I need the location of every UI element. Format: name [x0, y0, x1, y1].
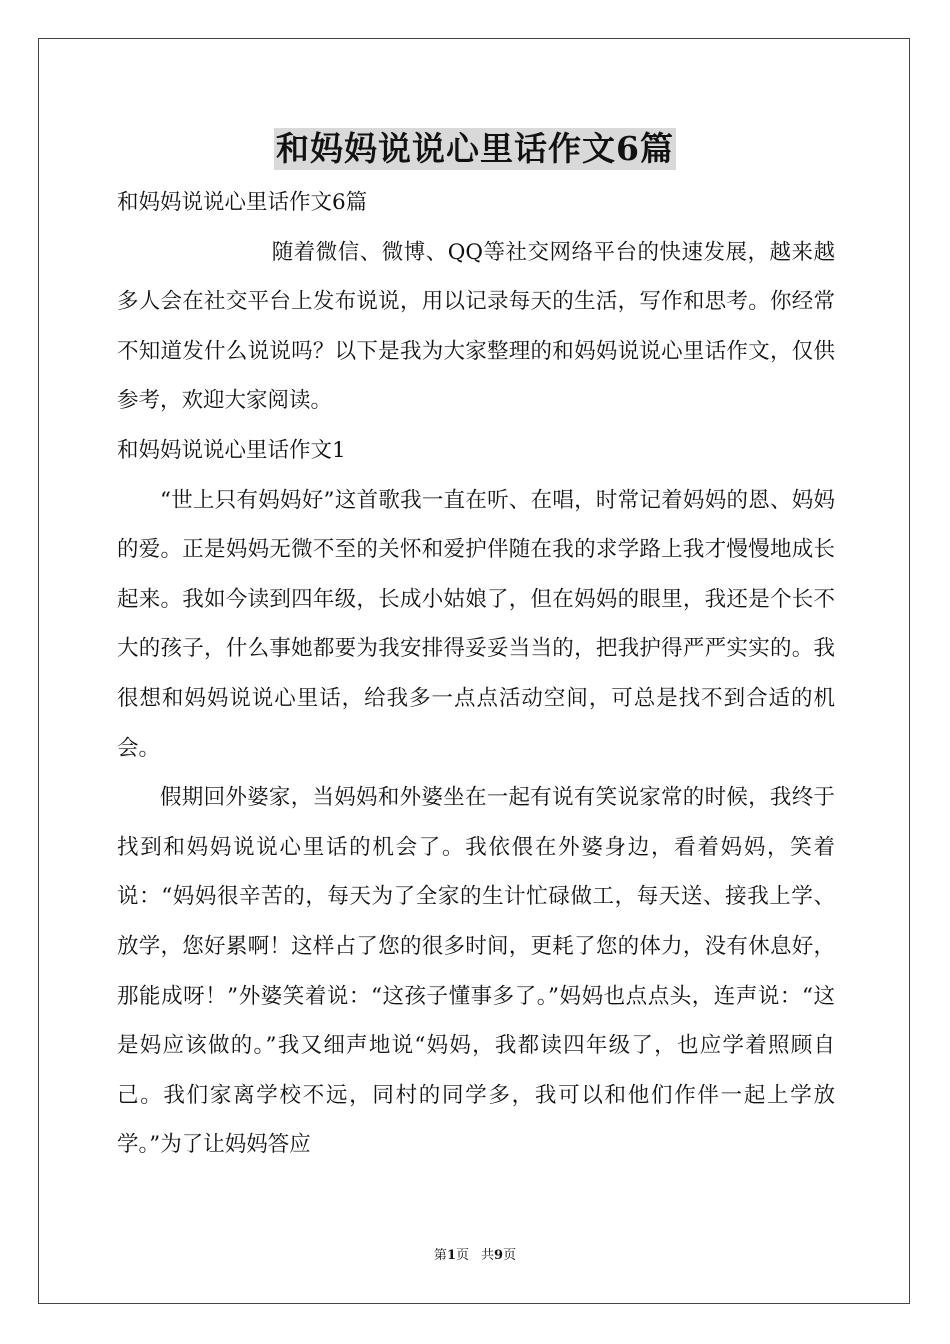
- document-body: [117, 178, 835, 1170]
- page-footer: [0, 1246, 950, 1266]
- footer-page-suffix: 页: [455, 1248, 469, 1263]
- document-subtitle: 和妈妈说说心里话作文6篇: [117, 190, 368, 215]
- footer-page-total: 9: [494, 1248, 504, 1263]
- footer-total-prefix: 共: [481, 1248, 495, 1263]
- section-heading: 和妈妈说说心里话作文1: [117, 437, 346, 463]
- body-paragraph-1: “世上只有妈妈好”这首歌我一直在听、在唱，时常记着妈妈的恩、妈妈的爱。正是妈妈无微不至的关怀和爱护伴随在我的求学路上我才慢慢地成长起来。我如今读到四年级，长成小姑娘了，但在妈妈的眼里，我还是个长不大的孩子，什么事她都要为我安排得妥妥当当的，把我护得严严实实的。我很想和妈妈说说心里话，给我多一点点活动空间，可总是找不到合适的机会。: [117, 487, 835, 761]
- title-container: [0, 128, 950, 170]
- footer-page-current: 1: [446, 1248, 456, 1263]
- footer-page-prefix: 第: [433, 1248, 447, 1263]
- document-title: 和妈妈说说心里话作文6篇: [276, 129, 674, 168]
- intro-paragraph: 随着微信、微博、QQ等社交网络平台的快速发展，越来越多人会在社交平台上发布说说，用以记录每天的生活，写作和思考。你经常不知道发什么说说吗？以下是我为大家整理的和妈妈说说心里话作文，仅供参考，欢迎大家阅读。: [117, 239, 835, 414]
- footer-total-suffix: 页: [503, 1248, 517, 1263]
- body-paragraph-2: 假期回外婆家，当妈妈和外婆坐在一起有说有笑说家常的时候，我终于找到和妈妈说说心里话的机会了。我依偎在外婆身边，看着妈妈，笑着说：“妈妈很辛苦的，每天为了全家的生计忙碌做工，每天送、接我上学、放学，您好累啊！这样占了您的很多时间，更耗了您的体力，没有休息好，那能成呀！”外婆笑着说：“这孩子懂事多了。”妈妈也点点头，连声说：“这是妈应该做的。”我又细声地说“妈妈，我都读四年级了，也应学着照顾自己。我们家离学校不远，同村的同学多，我可以和他们作伴一起上学放学。”为了让妈妈答应: [117, 785, 835, 1158]
